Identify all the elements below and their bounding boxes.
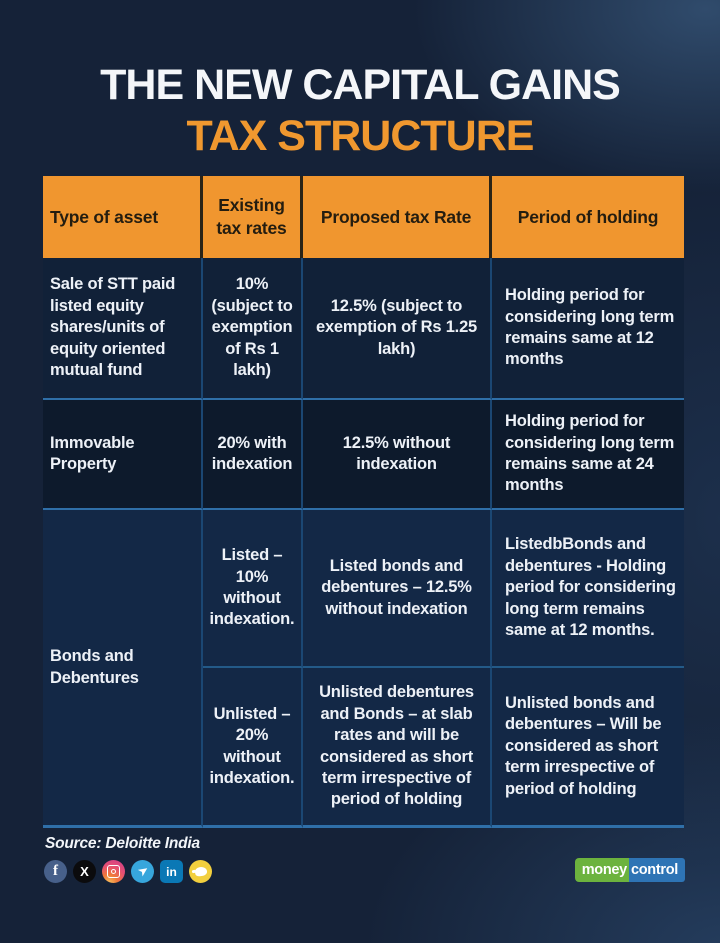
- cell-equity-existing: 10% (subject to exemption of Rs 1 lakh): [203, 258, 303, 400]
- facebook-glyph: f: [53, 863, 58, 879]
- brand-money: money: [575, 858, 629, 882]
- x-glyph: X: [80, 864, 89, 879]
- x-twitter-icon[interactable]: [73, 860, 96, 883]
- bird-glyph: [194, 866, 207, 877]
- linkedin-icon[interactable]: [160, 860, 183, 883]
- cell-bonds-unlisted-existing: Unlisted – 20% without indexation.: [203, 668, 303, 828]
- header-proposed-tax-rate: Proposed tax Rate: [303, 176, 492, 258]
- facebook-icon[interactable]: [44, 860, 67, 883]
- cell-bonds-unlisted-holding: Unlisted bonds and debentures – Will be considered as short term irrespective of period of holding: [492, 668, 684, 828]
- title-line-1: THE NEW CAPITAL GAINS: [100, 61, 620, 109]
- source-credit: Source: Deloitte India: [45, 835, 200, 852]
- linkedin-glyph: in: [166, 864, 177, 879]
- header-period-of-holding: Period of holding: [492, 176, 684, 258]
- cell-property-asset: Immovable Property: [43, 400, 203, 510]
- telegram-icon[interactable]: [131, 860, 154, 883]
- cell-bonds-listed-existing: Listed – 10% without indexation.: [203, 510, 303, 668]
- cell-equity-holding: Holding period for considering long term remains same at 12 months: [492, 258, 684, 400]
- cell-equity-proposed: 12.5% (subject to exemption of Rs 1.25 lakh): [303, 258, 492, 400]
- header-existing-tax-rates: Existing tax rates: [203, 176, 303, 258]
- brand-control: control: [629, 858, 685, 882]
- paper-plane-glyph: ➤: [136, 863, 151, 879]
- cell-bonds-listed-holding: ListedbBonds and debentures - Holding period for considering long term remains same at 12 months.: [492, 510, 684, 668]
- cell-bonds-listed-proposed: Listed bonds and debentures – 12.5% without indexation: [303, 510, 492, 668]
- cell-property-proposed: 12.5% without indexation: [303, 400, 492, 510]
- header-type-of-asset: Type of asset: [43, 176, 203, 258]
- tax-structure-table: [43, 176, 684, 828]
- title-line-2: TAX STRUCTURE: [186, 111, 534, 160]
- koo-icon[interactable]: [189, 860, 212, 883]
- cell-property-existing: 20% with indexation: [203, 400, 303, 510]
- page-title: [0, 60, 720, 161]
- cell-equity-asset: Sale of STT paid listed equity shares/units of equity oriented mutual fund: [43, 258, 203, 400]
- cell-property-holding: Holding period for considering long term remains same at 24 months: [492, 400, 684, 510]
- cell-bonds-unlisted-proposed: Unlisted debentures and Bonds – at slab rates and will be considered as short term irrespective of period of holding: [303, 668, 492, 828]
- moneycontrol-logo[interactable]: [575, 858, 685, 882]
- social-icons-row: [44, 860, 212, 883]
- camera-glyph: [107, 865, 120, 878]
- cell-bonds-asset: Bonds and Debentures: [43, 510, 203, 828]
- instagram-icon[interactable]: [102, 860, 125, 883]
